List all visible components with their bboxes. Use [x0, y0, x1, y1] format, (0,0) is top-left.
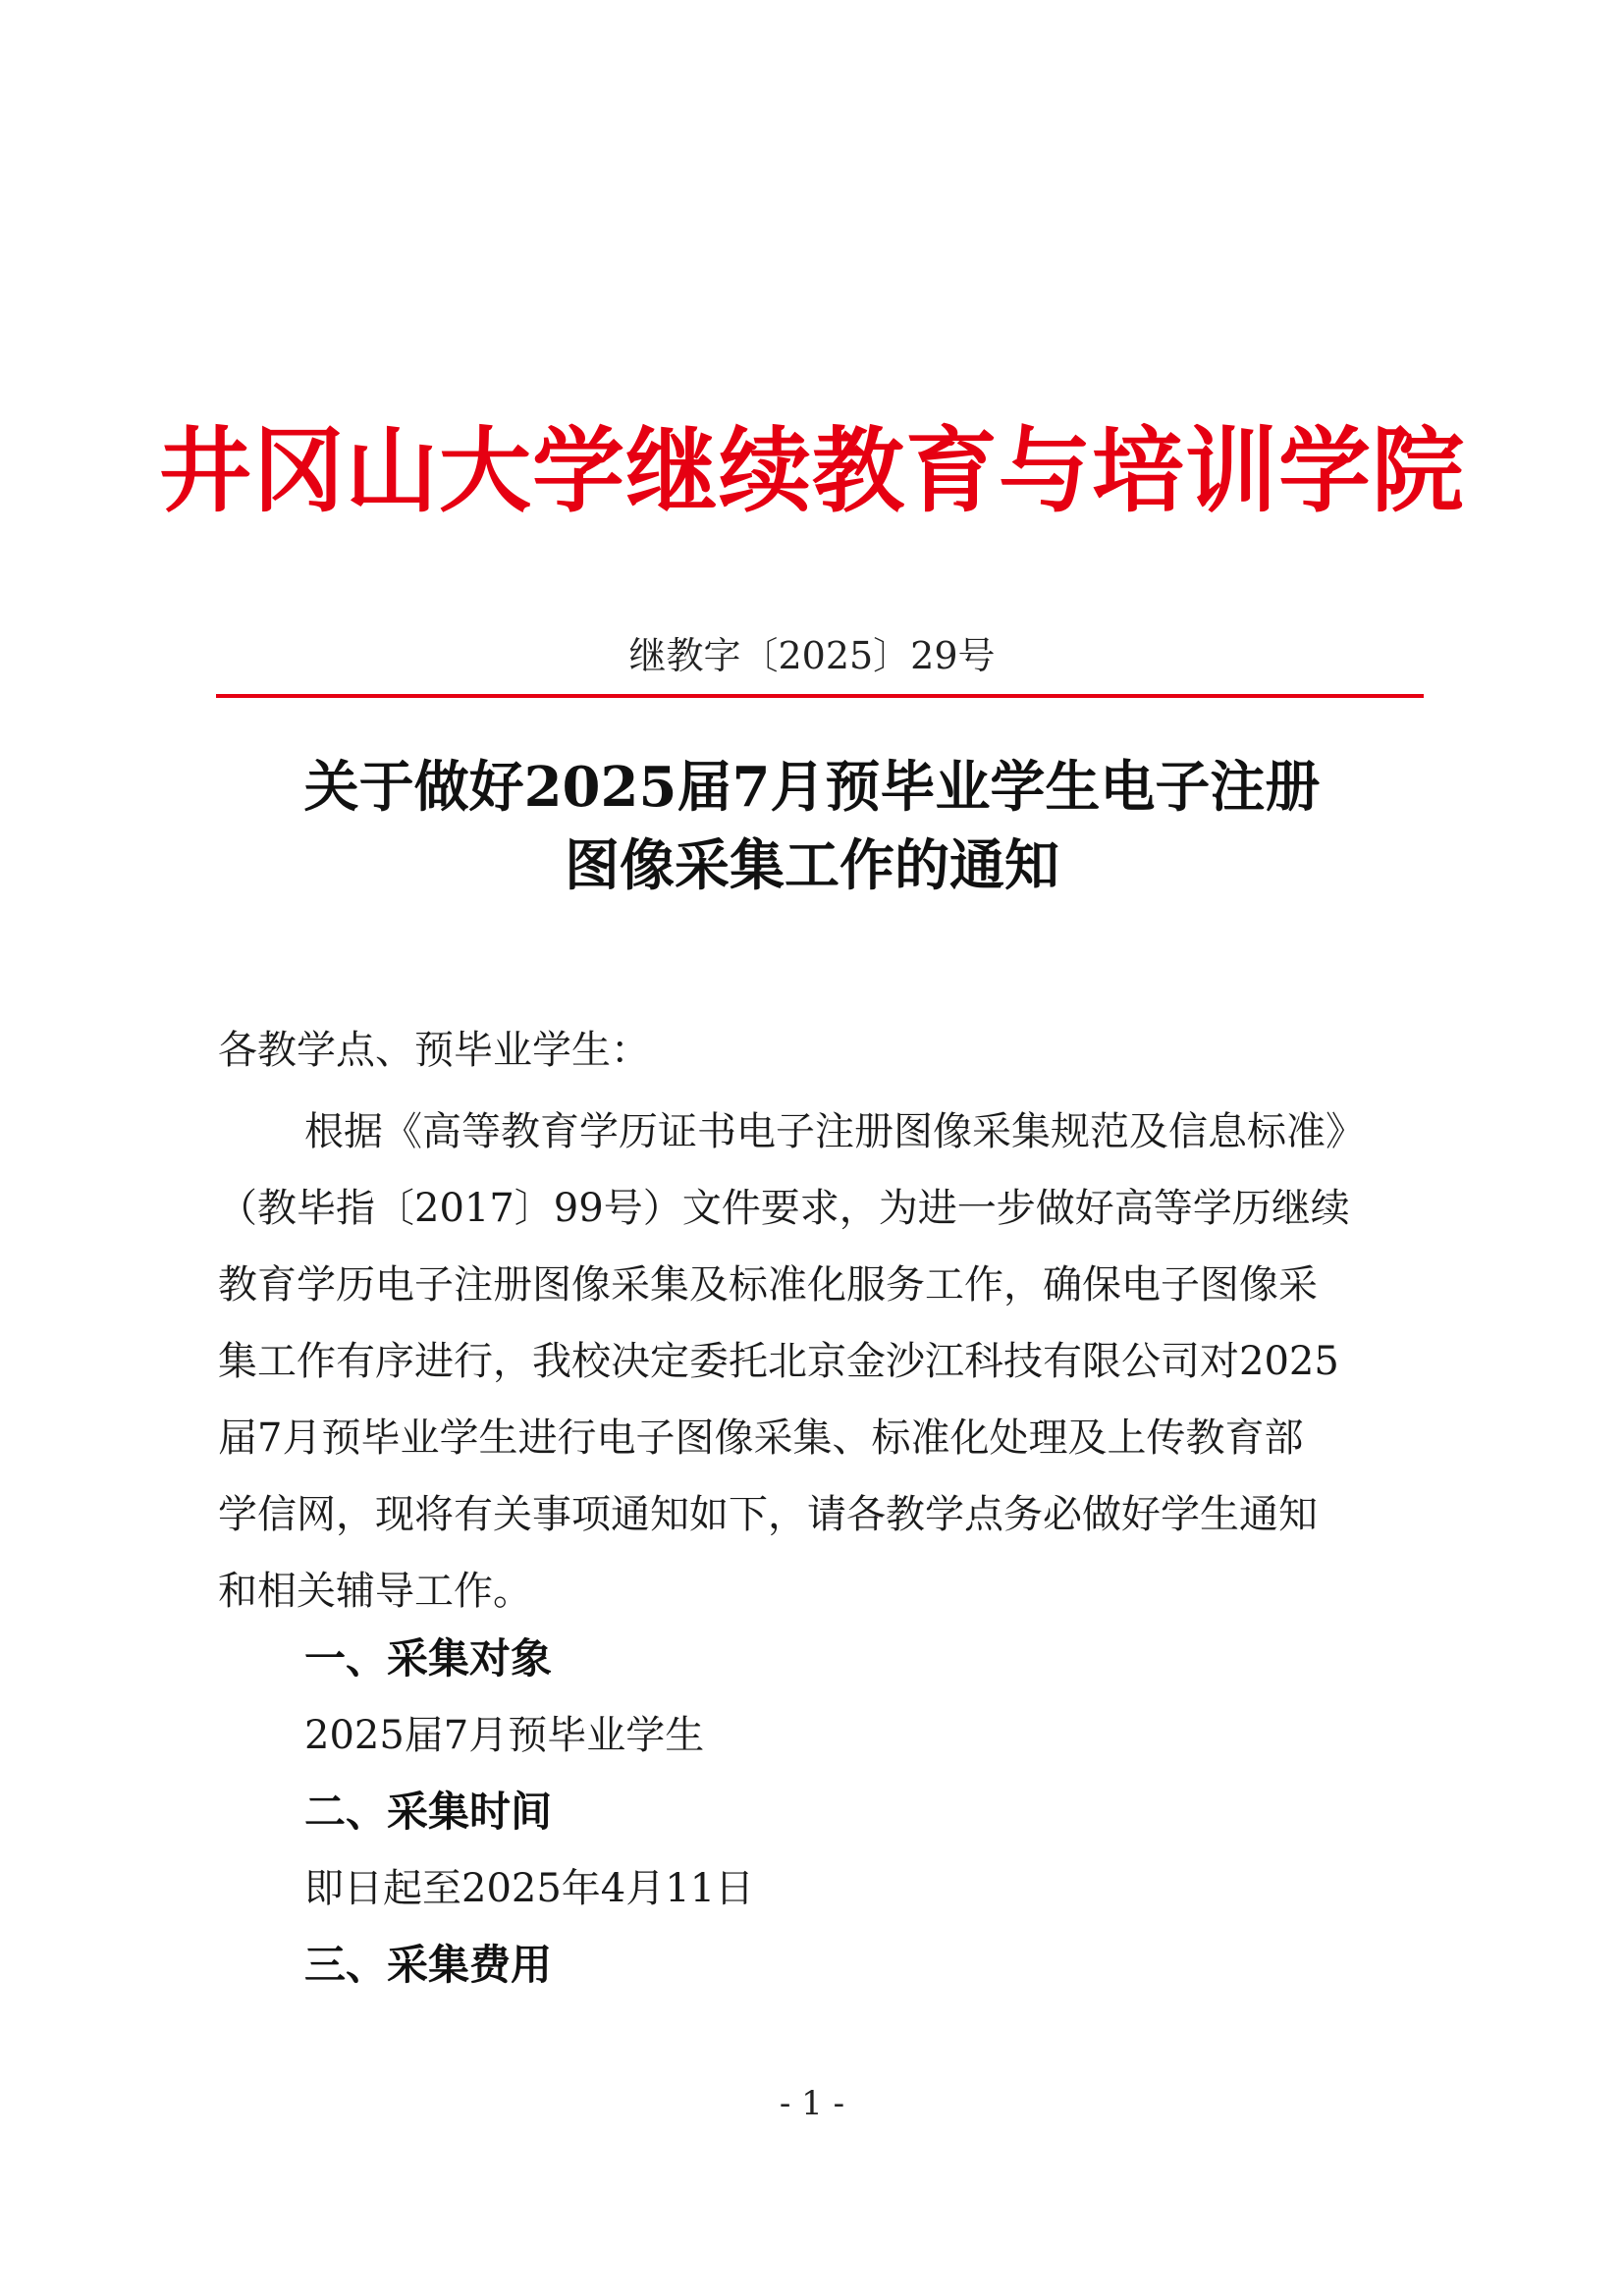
intro-line: 届7月预毕业学生进行电子图像采集、标准化处理及上传教育部 — [218, 1415, 1304, 1461]
section-heading-fee: 三、采集费用 — [304, 1941, 553, 1989]
document-number: 继教字〔2025〕29号 — [628, 634, 996, 677]
section-content-target: 2025届7月预毕业学生 — [304, 1713, 705, 1758]
document-title — [0, 748, 1624, 905]
intro-line: 根据《高等教育学历证书电子注册图像采集规范及信息标准》 — [304, 1109, 1365, 1154]
intro-line: 和相关辅导工作。 — [218, 1569, 532, 1614]
intro-line: （教毕指〔2017〕99号）文件要求，为进一步做好高等学历继续 — [218, 1186, 1350, 1231]
title-line-1: 关于做好2025届7月预毕业学生电子注册 — [303, 755, 1321, 820]
red-divider-line — [216, 694, 1424, 698]
section-content-time: 即日起至2025年4月11日 — [304, 1866, 755, 1911]
institution-masthead: 井冈山大学继续教育与培训学院 — [158, 417, 1465, 525]
title-line-2: 图像采集工作的通知 — [565, 833, 1059, 898]
intro-paragraph — [218, 1094, 1426, 1629]
section-heading-time: 二、采集时间 — [304, 1788, 553, 1836]
intro-line: 集工作有序进行，我校决定委托北京金沙江科技有限公司对2025 — [218, 1339, 1339, 1384]
salutation: 各教学点、预毕业学生： — [218, 1028, 650, 1073]
section-heading-target: 一、采集对象 — [304, 1634, 553, 1682]
intro-line: 教育学历电子注册图像采集及标准化服务工作，确保电子图像采 — [218, 1262, 1318, 1308]
intro-line: 学信网，现将有关事项通知如下，请各教学点务必做好学生通知 — [218, 1492, 1318, 1537]
page-number: - 1 - — [779, 2084, 845, 2123]
